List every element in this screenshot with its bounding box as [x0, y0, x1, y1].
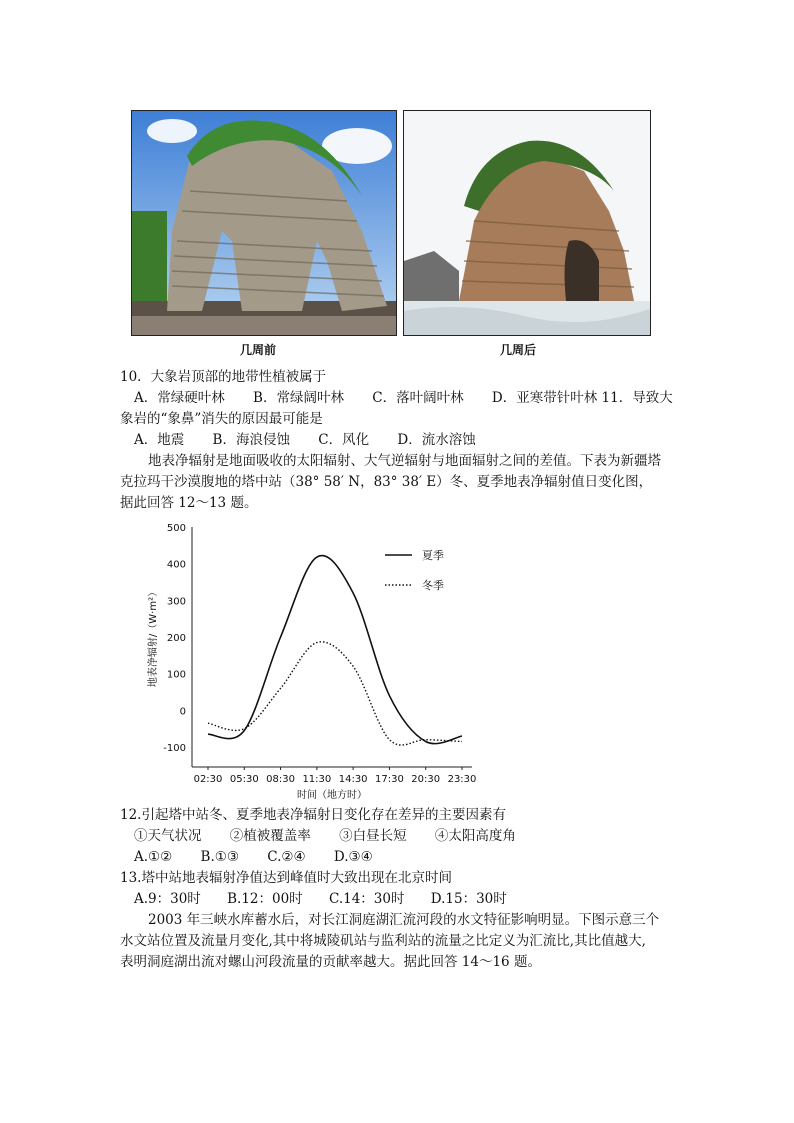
x-tick-label: 05:30 [229, 774, 259, 785]
series-line-winter [208, 642, 462, 745]
q12-items [134, 826, 516, 846]
q10-option-b[interactable]: B．常绿阔叶林 [253, 390, 344, 406]
y-axis-label: 地表净辐射/（W·m²） [148, 586, 159, 688]
q12-item-4: ④太阳高度角 [434, 828, 516, 844]
q11-stem-part2: 象岩的“象鼻”消失的原因最可能是 [120, 411, 323, 427]
x-tick-label: 14:30 [338, 774, 368, 785]
q10-stem: 10．大象岩顶部的地带性植被属于 [120, 369, 327, 385]
y-tick-label: 400 [166, 559, 186, 571]
passage2-line3: 表明洞庭湖出流对螺山河段流量的贡献率越大。据此回答 14～16 题。 [120, 954, 541, 970]
passage2-line2: 水文站位置及流量月变化,其中将城陵矶站与监利站的流量之比定义为汇流比,其比值越大, [120, 933, 646, 949]
q12-options [134, 847, 373, 867]
y-tick-label: 0 [179, 706, 186, 718]
q12-option-d[interactable]: D.③④ [333, 849, 373, 865]
q13-option-b[interactable]: B.12：00时 [227, 891, 303, 907]
q10-option-c[interactable]: C．落叶阔叶林 [372, 390, 464, 406]
q12-item-1: ①天气状况 [134, 828, 202, 844]
q13-option-a[interactable]: A.9：30时 [134, 891, 201, 907]
elephant-rock-after-image [404, 111, 650, 335]
x-tick-label: 17:30 [375, 774, 404, 785]
legend-label: 夏季 [422, 549, 444, 562]
q13-options [134, 889, 507, 909]
q12-stem: 12.引起塔中站冬、夏季地表净辐射日变化存在差异的主要因素有 [120, 807, 506, 823]
q11-option-c[interactable]: C．风化 [318, 432, 370, 448]
photo-before [131, 110, 397, 336]
photo-after-caption: 几周后 [500, 343, 537, 357]
q11-stem-part1: 11．导致大 [601, 390, 673, 406]
q13-option-c[interactable]: C.14：30时 [328, 891, 405, 907]
x-tick-label: 20:30 [411, 774, 441, 785]
y-tick-label: 300 [166, 596, 186, 608]
chart-legend [385, 548, 444, 592]
q12-item-3: ③白昼长短 [339, 828, 407, 844]
x-tick-label: 02:30 [193, 774, 223, 785]
elephant-rock-before-image [132, 111, 396, 335]
passage1-line2: 克拉玛干沙漠腹地的塔中站（38° 58′ N，83° 38′ E）冬、夏季地表净辐射值日变化图， [120, 474, 653, 490]
q12-option-a[interactable]: A.①② [134, 849, 173, 865]
x-axis-label: 时间（地方时） [297, 790, 367, 801]
q10-option-d[interactable]: D．亚寒带针叶林 [491, 390, 598, 406]
photo-before-caption: 几周前 [240, 343, 277, 357]
q11-option-b[interactable]: B．海浪侵蚀 [212, 432, 290, 448]
photo-after [403, 110, 651, 336]
q10-option-a[interactable]: A．常绿硬叶林 [134, 390, 225, 406]
passage2-line1: 2003 年三峡水库蓄水后，对长江洞庭湖汇流河段的水文特征影响明显。下图示意三个 [148, 912, 660, 928]
y-tick-label: 200 [166, 633, 186, 644]
passage1-line3: 据此回答 12～13 题。 [120, 495, 258, 511]
y-tick-label: -100 [163, 743, 186, 754]
q13-option-d[interactable]: D.15：30时 [430, 891, 507, 907]
q10-options [134, 388, 673, 408]
q13-stem: 13.塔中站地表辐射净值达到峰值时大致出现在北京时间 [120, 870, 452, 886]
q11-options [134, 430, 476, 450]
q12-option-b[interactable]: B.①③ [200, 849, 239, 865]
passage1-line1: 地表净辐射是地面吸收的太阳辐射、大气逆辐射与地面辐射之间的差值。下表为新疆塔 [148, 453, 661, 469]
q12-option-c[interactable]: C.②④ [267, 849, 306, 865]
q12-item-2: ②植被覆盖率 [229, 828, 311, 844]
y-tick-label: 500 [166, 523, 186, 534]
q11-option-a[interactable]: A．地震 [134, 432, 185, 448]
y-tick-label: 100 [166, 669, 186, 681]
q11-option-d[interactable]: D．流水溶蚀 [397, 432, 476, 448]
x-tick-label: 23:30 [447, 774, 477, 785]
legend-label: 冬季 [422, 579, 444, 592]
x-tick-label: 08:30 [266, 774, 295, 785]
x-tick-label: 11:30 [302, 774, 332, 785]
net-radiation-chart [140, 515, 485, 805]
